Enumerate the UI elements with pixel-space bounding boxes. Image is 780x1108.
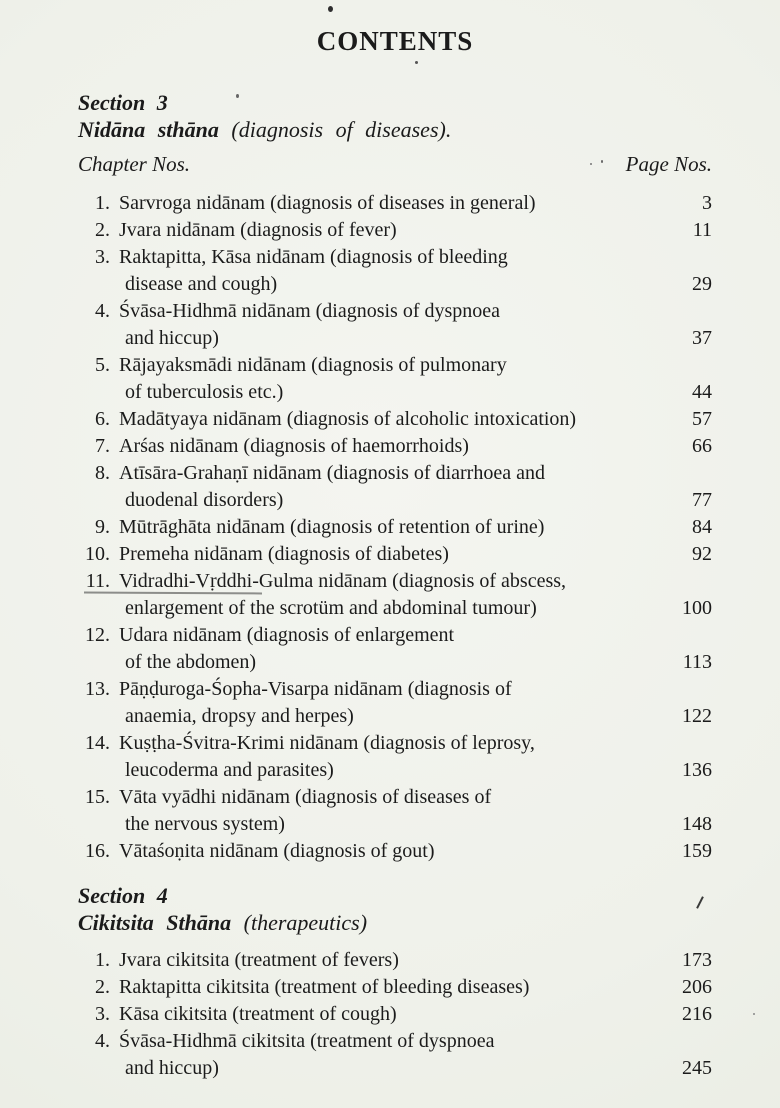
entry-page-number: 206 [682,976,712,998]
column-header-page: Page Nos. [625,152,712,176]
toc-entry [78,352,712,406]
entry-page-number: 159 [682,840,712,862]
entry-number: 16. [85,840,110,862]
entry-text [119,298,680,352]
toc-entry [78,838,712,865]
entry-text [119,406,680,433]
entry-page-number: 57 [692,408,712,430]
entry-number: 1. [95,949,110,971]
entry-text [119,217,680,244]
entry-line: and hiccup) [125,327,219,349]
section-4 [78,883,712,1082]
toc-entry [78,947,712,974]
entry-line: duodenal disorders) [125,489,284,511]
section-subheading [78,116,712,144]
entry-line: Vātaśoṇita nidānam (diagnosis of gout) [119,840,435,862]
scan-speck [590,163,592,165]
entry-number: 4. [95,300,110,322]
entry-line: Raktapitta cikitsita (treatment of bleeding diseases) [119,976,530,998]
entry-number: 13. [85,678,110,700]
entry-line: and hiccup) [125,1057,219,1079]
toc-entry [78,460,712,514]
entry-text [119,460,680,514]
toc-entry [78,1028,712,1082]
entry-number: 14. [85,732,110,754]
entry-page-number: 29 [692,273,712,295]
entry-line: Udara nidānam (diagnosis of enlargement [119,624,455,646]
entry-line: Kuṣṭha-Śvitra-Krimi nidānam (diagnosis of leprosy, [119,732,535,754]
subheading-title: Nidāna sthāna [78,117,219,142]
entry-page-number: 92 [692,543,712,565]
entry-text [119,676,680,730]
entry-text [119,947,680,974]
section-3 [78,90,712,865]
entry-line: enlargement of the scrotüm and abdominal tumour) [125,597,537,619]
entry-page-number: 44 [692,381,712,403]
entry-line: Śvāsa-Hidhmā nidānam (diagnosis of dyspnoea [119,300,501,322]
entry-page-number: 100 [682,597,712,619]
entry-text [119,1028,680,1082]
toc-entry [78,244,712,298]
scan-speck [328,6,333,12]
entry-line: Jvara cikitsita (treatment of fevers) [119,949,399,971]
entry-text [119,352,680,406]
toc-entry [78,676,712,730]
toc-entry [78,541,712,568]
entry-line: Vāta vyādhi nidānam (diagnosis of diseases of [119,786,492,808]
entry-text [119,784,680,838]
page-title: CONTENTS [316,26,474,56]
entry-line: of the abdomen) [125,651,257,673]
entry-text [119,244,680,298]
entry-page-number: 216 [682,1003,712,1025]
entry-number: 12. [85,624,110,646]
entry-text [119,433,680,460]
toc-entry [78,784,712,838]
toc-entries-section-3 [78,190,712,865]
entry-page-number: 3 [702,192,712,214]
column-headers [78,152,712,176]
subheading-translation: (diagnosis of diseases). [231,117,452,142]
entry-line: Mūtrāghāta nidānam (diagnosis of retention of urine) [119,516,545,538]
entry-page-number: 11 [692,219,712,241]
section-subheading [78,909,712,937]
entry-text [119,622,680,676]
column-header-chapter: Chapter Nos. [78,152,191,176]
toc-entry [78,514,712,541]
entry-line: leucoderma and parasites) [125,759,334,781]
entry-line: anaemia, dropsy and herpes) [125,705,354,727]
entry-line: Rājayaksmādi nidānam (diagnosis of pulmonary [119,354,507,376]
entry-number: 8. [95,462,110,484]
entry-line: Raktapitta, Kāsa nidānam (diagnosis of bleeding [119,246,508,268]
toc-entry [78,190,712,217]
toc-entry [78,1001,712,1028]
entry-text [119,1001,680,1028]
entry-number: 2. [95,976,110,998]
toc-entry [78,974,712,1001]
entry-line: Madātyaya nidānam (diagnosis of alcoholic intoxication) [119,408,577,430]
entry-number: 10. [85,543,110,565]
entry-page-number: 136 [682,759,712,781]
entry-number: 3. [95,1003,110,1025]
entry-number: 1. [95,192,110,214]
entry-line: Jvara nidānam (diagnosis of fever) [119,219,397,241]
toc-entry [78,217,712,244]
toc-entries-section-4 [78,947,712,1082]
scan-speck [753,1013,755,1015]
toc-entry [78,298,712,352]
entry-number: 7. [95,435,110,457]
entry-number: 11. [85,570,110,592]
section-heading: Section 4 [78,883,168,908]
entry-page-number: 148 [682,813,712,835]
entry-page-number: 66 [692,435,712,457]
entry-line: Kāsa cikitsita (treatment of cough) [119,1003,397,1025]
entry-number: 15. [85,786,110,808]
entry-number: 2. [95,219,110,241]
entry-page-number: 84 [692,516,712,538]
entry-text [119,730,680,784]
entry-line: Premeha nidānam (diagnosis of diabetes) [119,543,449,565]
entry-line: Atīsāra-Grahaṇī nidānam (diagnosis of diarrhoea and [119,462,545,484]
entry-page-number: 245 [682,1057,712,1079]
section-heading: Section 3 [78,90,168,115]
entry-page-number: 77 [692,489,712,511]
entry-page-number: 122 [682,705,712,727]
toc-entry [78,730,712,784]
toc-entry [78,622,712,676]
entry-line: Sarvroga nidānam (diagnosis of diseases in general) [119,192,536,214]
entry-page-number: 113 [682,651,712,673]
subheading-translation: (therapeutics) [243,910,368,935]
scan-speck [236,94,239,98]
entry-text [119,838,680,865]
entry-number: 5. [95,354,110,376]
scan-speck [601,160,603,163]
entry-line: the nervous system) [125,813,285,835]
entry-line: of tuberculosis etc.) [125,381,284,403]
entry-line: disease and cough) [125,273,278,295]
entry-line: Pāṇḍuroga-Śopha-Visarpa nidānam (diagnosis of [119,678,512,700]
toc-entry [78,433,712,460]
entry-number: 9. [95,516,110,538]
entry-number: 3. [95,246,110,268]
entry-line: Vidradhi-Vṛddhi-Gulma nidānam (diagnosis of abscess, [119,570,567,592]
subheading-title: Cikitsita Sthāna [78,910,232,935]
toc-entry [78,406,712,433]
entry-text [119,514,680,541]
entry-line: Śvāsa-Hidhmā cikitsita (treatment of dyspnoea [119,1030,495,1052]
entry-number: 4. [95,1030,110,1052]
scan-speck [415,61,418,64]
entry-number: 6. [95,408,110,430]
entry-text [119,541,680,568]
entry-page-number: 37 [692,327,712,349]
entry-text [119,190,680,217]
toc-entry [78,568,712,622]
entry-line: Arśas nidānam (diagnosis of haemorrhoids) [119,435,469,457]
entry-text [119,568,680,622]
entry-text [119,974,680,1001]
entry-page-number: 173 [682,949,712,971]
